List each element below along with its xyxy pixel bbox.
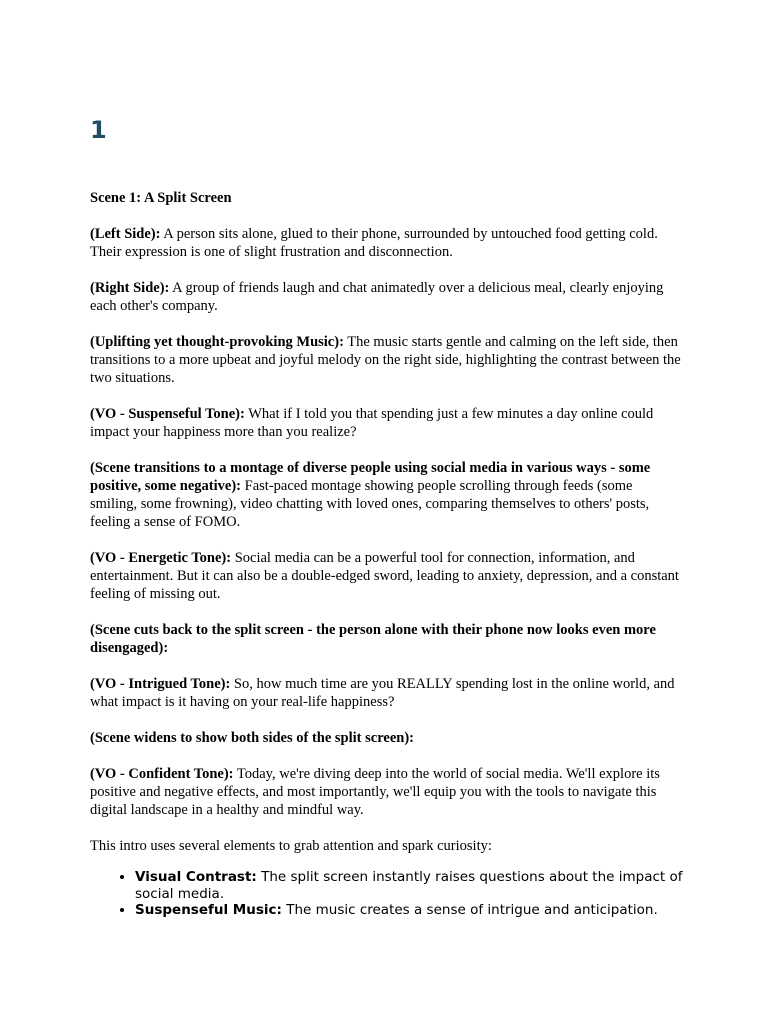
paragraph-label: (Right Side): bbox=[90, 280, 170, 296]
script-body bbox=[90, 189, 682, 873]
paragraph-text: Social media can be a powerful tool for connection, information, and entertainment. But it can also be a double-edged sword, leading to anxiety, depression, and a constant feeling of missing out. bbox=[90, 550, 679, 602]
paragraph-left-side bbox=[90, 225, 682, 261]
scene-title-text: Scene 1: A Split Screen bbox=[90, 190, 232, 206]
paragraph-vo-energetic bbox=[90, 549, 682, 603]
intro-summary: This intro uses several elements to grab attention and spark curiosity: bbox=[90, 838, 492, 854]
paragraph-label: (VO - Suspenseful Tone): bbox=[90, 406, 245, 422]
paragraph-montage bbox=[90, 459, 682, 531]
bullet-list bbox=[90, 869, 690, 919]
paragraph-text: A person sits alone, glued to their phone, surrounded by untouched food getting cold. Their expression is one of slight frustration and disconnection. bbox=[90, 226, 658, 260]
paragraph-label: (Scene cuts back to the split screen - the person alone with their phone now looks even more disengaged): bbox=[90, 622, 656, 656]
paragraph-vo-intrigued bbox=[90, 675, 682, 711]
bullet-label: Suspenseful Music: bbox=[135, 902, 282, 918]
paragraph-text: The music starts gentle and calming on the left side, then transitions to a more upbeat and joyful melody on the right side, highlighting the contrast between the two situations. bbox=[90, 334, 681, 386]
paragraph-label: (VO - Intrigued Tone): bbox=[90, 676, 231, 692]
paragraph-label: (VO - Confident Tone): bbox=[90, 766, 234, 782]
paragraph-label: (Uplifting yet thought-provoking Music): bbox=[90, 334, 344, 350]
paragraph-right-side bbox=[90, 279, 682, 315]
list-item bbox=[135, 869, 690, 902]
paragraph-text: Today, we're diving deep into the world of social media. We'll explore its positive and negative effects, and most importantly, we'll equip you with the tools to navigate this digital landscape in a healthy and mindful way. bbox=[90, 766, 660, 818]
bullet-text: The music creates a sense of intrigue and anticipation. bbox=[281, 902, 658, 918]
paragraph-label: (VO - Energetic Tone): bbox=[90, 550, 232, 566]
section-number: 1 bbox=[90, 116, 107, 144]
paragraph-label: (Scene transitions to a montage of diverse people using social media in various ways - some positive, some negative): bbox=[90, 460, 651, 494]
paragraph-text: Fast-paced montage showing people scrolling through feeds (some smiling, some frowning), video chatting with loved ones, comparing themselves to others' posts, feeling a sense of FOMO. bbox=[90, 478, 650, 530]
paragraph-scene-cut bbox=[90, 621, 682, 657]
paragraph-label: (Left Side): bbox=[90, 226, 161, 242]
bullet-label: Visual Contrast: bbox=[135, 869, 257, 885]
paragraph-text: What if I told you that spending just a few minutes a day online could impact your happiness more than you realize? bbox=[90, 406, 654, 440]
bullet-text: The split screen instantly raises questions about the impact of social media. bbox=[135, 869, 683, 902]
paragraph-music bbox=[90, 333, 682, 387]
paragraph-text: So, how much time are you REALLY spending lost in the online world, and what impact is it having on your real-life happiness? bbox=[90, 676, 675, 710]
paragraph-text: A group of friends laugh and chat animatedly over a delicious meal, clearly enjoying each other's company. bbox=[90, 280, 664, 314]
paragraph-scene-widens bbox=[90, 729, 682, 747]
paragraph-vo-confident bbox=[90, 765, 682, 819]
paragraph-vo-suspenseful bbox=[90, 405, 682, 441]
list-item bbox=[135, 902, 690, 919]
scene-title bbox=[90, 189, 682, 207]
paragraph-label: (Scene widens to show both sides of the split screen): bbox=[90, 730, 414, 746]
